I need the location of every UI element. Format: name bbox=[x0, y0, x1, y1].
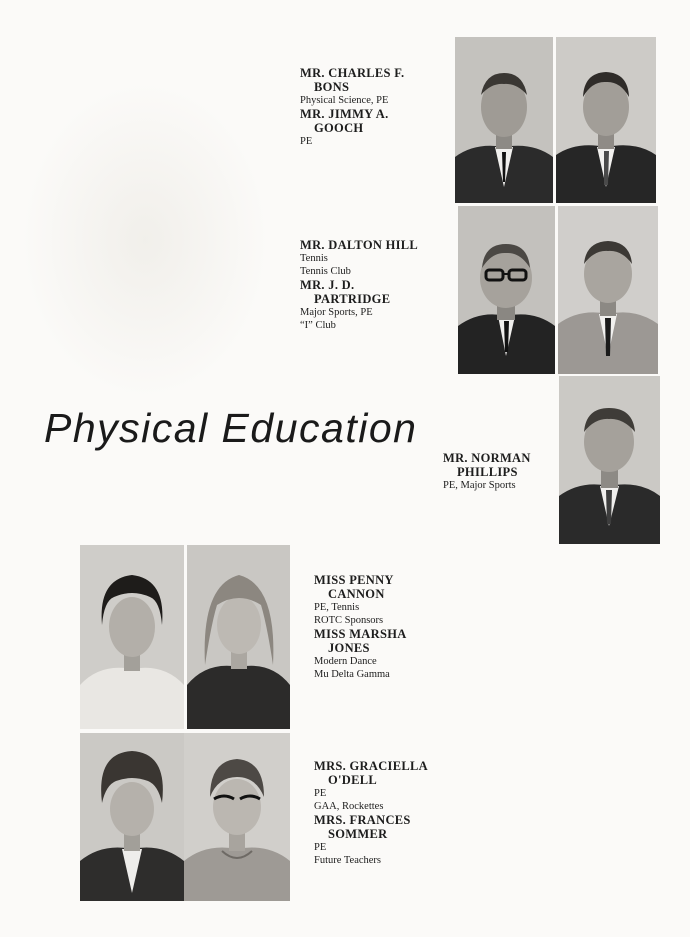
caption-hill-partridge bbox=[300, 238, 418, 332]
faculty-duty: PE bbox=[300, 136, 313, 147]
faculty-duty: Tennis bbox=[300, 253, 328, 264]
faculty-name: O'DELL bbox=[328, 773, 378, 787]
faculty-duty: PE bbox=[314, 788, 327, 799]
section-title: Physical Education bbox=[44, 405, 418, 451]
portrait-photo-sommer bbox=[184, 733, 290, 901]
faculty-duty: Modern Dance bbox=[314, 656, 377, 667]
faculty-duty: PE bbox=[314, 842, 327, 853]
faculty-name: MR. CHARLES F. bbox=[300, 66, 405, 80]
faculty-name: MR. JIMMY A. bbox=[300, 107, 389, 121]
portrait-photo-partridge bbox=[558, 206, 658, 374]
faculty-duty: Major Sports, PE bbox=[300, 307, 373, 318]
portrait-photo-phillips bbox=[559, 376, 660, 544]
faculty-name: MR. DALTON HILL bbox=[300, 238, 419, 252]
faculty-name: MRS. FRANCES bbox=[314, 813, 411, 827]
faculty-name: CANNON bbox=[328, 587, 385, 601]
caption-odell-sommer bbox=[314, 759, 428, 867]
portrait-photo-jones bbox=[187, 545, 290, 729]
portrait-photo-bons bbox=[455, 37, 553, 203]
faculty-name: MR. NORMAN bbox=[443, 451, 531, 465]
page-smudge bbox=[20, 80, 270, 400]
caption-cannon-jones bbox=[314, 573, 407, 681]
portrait-photo-hill bbox=[458, 206, 555, 374]
faculty-name: MRS. GRACIELLA bbox=[314, 759, 428, 773]
portrait-photo-cannon bbox=[80, 545, 184, 729]
faculty-duty: Mu Delta Gamma bbox=[314, 669, 390, 680]
faculty-name: SOMMER bbox=[328, 827, 388, 841]
faculty-name: JONES bbox=[328, 641, 370, 655]
faculty-name: MISS MARSHA bbox=[314, 627, 407, 641]
faculty-name: PARTRIDGE bbox=[314, 292, 391, 306]
faculty-duty: GAA, Rockettes bbox=[314, 801, 384, 812]
faculty-name: GOOCH bbox=[314, 121, 364, 135]
faculty-duty: PE, Tennis bbox=[314, 602, 360, 613]
faculty-duty: PE, Major Sports bbox=[443, 480, 516, 491]
faculty-duty: Tennis Club bbox=[300, 266, 351, 277]
faculty-name: MR. J. D. bbox=[300, 278, 355, 292]
portrait-photo-odell bbox=[80, 733, 184, 901]
faculty-duty: Physical Science, PE bbox=[300, 95, 389, 106]
faculty-name: BONS bbox=[314, 80, 350, 94]
portrait-photo-gooch bbox=[556, 37, 656, 203]
caption-phillips bbox=[443, 451, 531, 492]
faculty-duty: Future Teachers bbox=[314, 855, 382, 866]
caption-bons-gooch bbox=[300, 66, 404, 148]
faculty-name: MISS PENNY bbox=[314, 573, 394, 587]
faculty-name: PHILLIPS bbox=[457, 465, 518, 479]
faculty-duty: “I” Club bbox=[300, 320, 336, 331]
faculty-duty: ROTC Sponsors bbox=[314, 615, 384, 626]
